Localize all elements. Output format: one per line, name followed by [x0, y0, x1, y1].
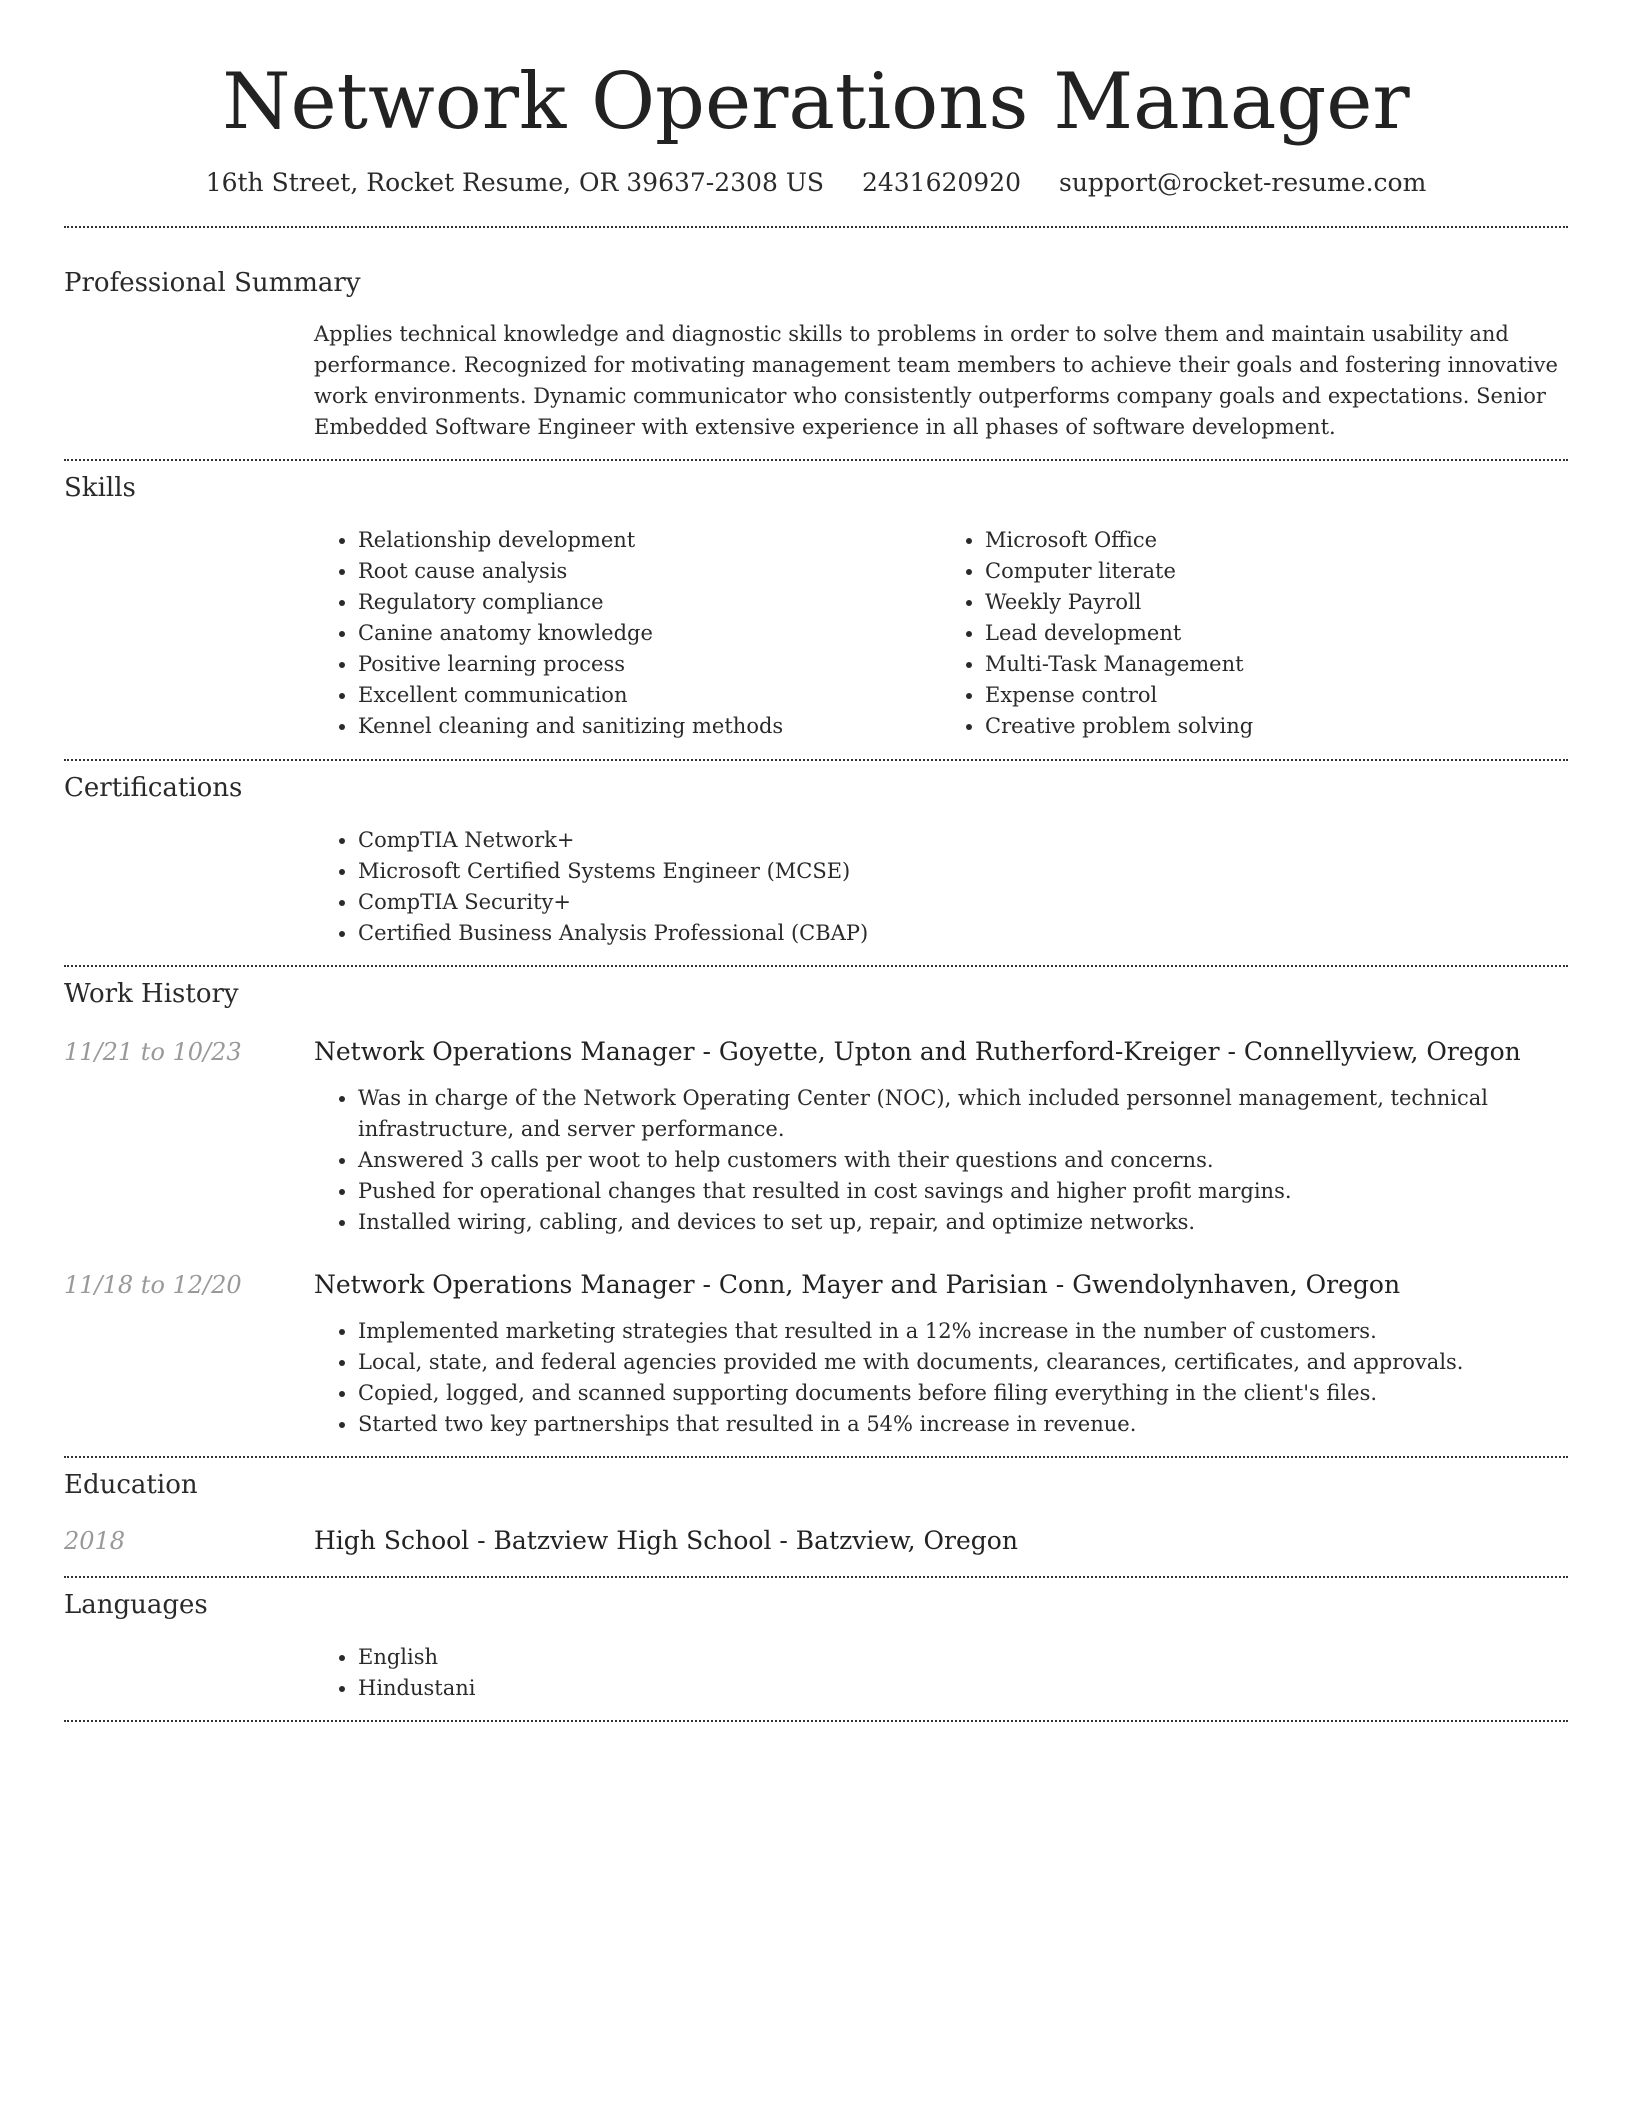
- contact-email: support@rocket-resume.com: [1058, 168, 1427, 197]
- education-year: 2018: [64, 1527, 126, 1555]
- education-heading: High School - Batzview High School - Batzview, Oregon: [314, 1526, 1018, 1555]
- resume-page: [64, 0, 1568, 1722]
- skills-columns: [314, 525, 1568, 759]
- section-title-languages: Languages: [64, 1590, 208, 1620]
- list-item: • Certified Business Analysis Professional (CBAP): [358, 918, 1568, 949]
- job-entry: [64, 1268, 1568, 1456]
- divider: [64, 1720, 1568, 1722]
- list-item: • CompTIA Network+: [358, 825, 1568, 856]
- list-item: • Creative problem solving: [985, 711, 1568, 742]
- section-title-work: Work History: [64, 979, 239, 1009]
- section-summary: [64, 228, 1568, 459]
- list-item: • Microsoft Office: [985, 525, 1568, 556]
- list-item: • Answered 3 calls per woot to help customers with their questions and concerns.: [358, 1145, 1568, 1176]
- list-item: • Copied, logged, and scanned supporting documents before filing everything in the client's files.: [358, 1378, 1568, 1409]
- section-certifications: [64, 761, 1568, 965]
- section-title-summary: Professional Summary: [64, 268, 361, 298]
- job-entry: [64, 1035, 1568, 1238]
- section-title-certifications: Certifications: [64, 773, 243, 803]
- list-item: • Expense control: [985, 680, 1568, 711]
- skills-list-left: [314, 525, 941, 742]
- list-item: • Canine anatomy knowledge: [358, 618, 941, 649]
- list-item: • Relationship development: [358, 525, 941, 556]
- list-item: • Implemented marketing strategies that resulted in a 12% increase in the number of customers.: [358, 1316, 1568, 1347]
- list-item: • Weekly Payroll: [985, 587, 1568, 618]
- list-item: • Installed wiring, cabling, and devices to set up, repair, and optimize networks.: [358, 1207, 1568, 1238]
- education-entry: [64, 1524, 1568, 1576]
- contact-phone: 2431620920: [861, 168, 1022, 197]
- list-item: • Excellent communication: [358, 680, 941, 711]
- list-item: • Hindustani: [358, 1673, 1568, 1704]
- job-dates: 11/18 to 12/20: [64, 1271, 242, 1299]
- certifications-content: [314, 825, 1568, 965]
- list-item: • Kennel cleaning and sanitizing methods: [358, 711, 941, 742]
- job-bullets: [314, 1083, 1568, 1238]
- job-dates: 11/21 to 10/23: [64, 1038, 242, 1066]
- section-languages: [64, 1578, 1568, 1720]
- list-item: • Started two key partnerships that resulted in a 54% increase in revenue.: [358, 1409, 1568, 1440]
- list-item: • CompTIA Security+: [358, 887, 1568, 918]
- contact-line: [64, 166, 1568, 200]
- list-item: • Positive learning process: [358, 649, 941, 680]
- languages-content: [314, 1642, 1568, 1720]
- resume-header: [64, 0, 1568, 200]
- list-item: • Local, state, and federal agencies provided me with documents, clearances, certificates, and approvals.: [358, 1347, 1568, 1378]
- section-education: [64, 1458, 1568, 1576]
- job-heading: Network Operations Manager - Goyette, Upton and Rutherford-Kreiger - Connellyview, Oregon: [314, 1037, 1521, 1066]
- list-item: • Multi-Task Management: [985, 649, 1568, 680]
- section-work-history: [64, 967, 1568, 1456]
- languages-list: [314, 1642, 1568, 1704]
- list-item: • Computer literate: [985, 556, 1568, 587]
- section-skills: [64, 461, 1568, 759]
- list-item: • Lead development: [985, 618, 1568, 649]
- list-item: • Pushed for operational changes that resulted in cost savings and higher profit margins.: [358, 1176, 1568, 1207]
- candidate-name: Network Operations Manager: [222, 57, 1410, 147]
- contact-address: 16th Street, Rocket Resume, OR 39637-2308 US: [205, 168, 825, 197]
- list-item: • Was in charge of the Network Operating Center (NOC), which included personnel management, technical infrastructure, and server performance.: [358, 1083, 1568, 1145]
- skills-list-right: [941, 525, 1568, 742]
- list-item: • English: [358, 1642, 1568, 1673]
- section-title-education: Education: [64, 1470, 198, 1500]
- certifications-list: [314, 825, 1568, 949]
- job-bullets: [314, 1316, 1568, 1440]
- list-item: • Microsoft Certified Systems Engineer (MCSE): [358, 856, 1568, 887]
- section-title-skills: Skills: [64, 473, 136, 503]
- list-item: • Root cause analysis: [358, 556, 941, 587]
- list-item: • Regulatory compliance: [358, 587, 941, 618]
- summary-text: Applies technical knowledge and diagnostic skills to problems in order to solve them and maintain usability and performance. Recognized for motivating management team members to achieve their goals and fostering innovative work environments. Dynamic communicator who consistently outperforms company goals and expectations. Senior Embedded Software Engineer with extensive experience in all phases of software development.: [314, 322, 1558, 439]
- job-heading: Network Operations Manager - Conn, Mayer and Parisian - Gwendolynhaven, Oregon: [314, 1270, 1401, 1299]
